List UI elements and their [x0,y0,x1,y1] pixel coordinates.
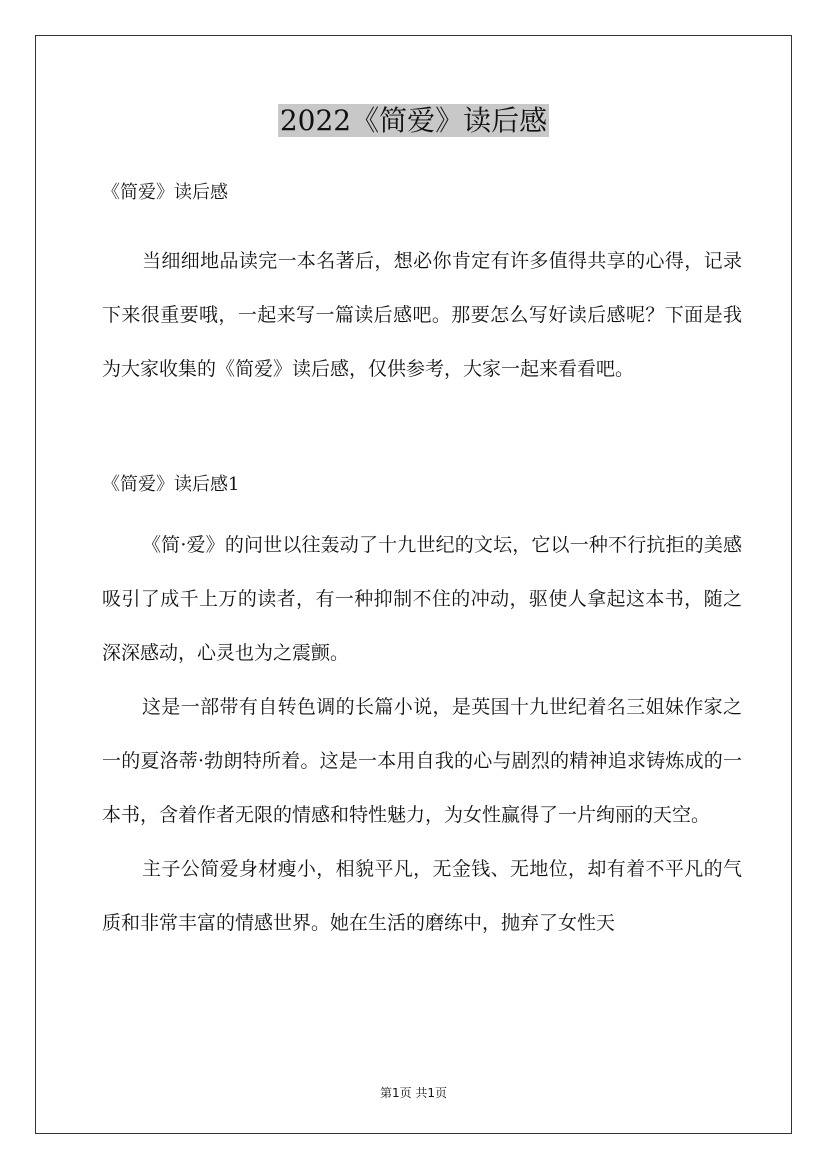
body-paragraph: 《简·爱》的问世以往轰动了十九世纪的文坛，它以一种不行抗拒的美感吸引了成千上万的读者，有一种抑制不住的冲动，驱使人拿起这本书，随之深深感动，心灵也为之震颤。 [102,534,742,664]
subtitle: 《简爱》读后感 [102,182,228,203]
document-title-container [0,102,827,140]
intro-paragraph: 当细细地品读完一本名著后，想必你肯定有许多值得共享的心得，记录下来很重要哦，一起来写一篇读后感吧。那要怎么写好读后感呢？下面是我为大家收集的《简爱》读后感，仅供参考，大家一起来看看吧。 [102,250,742,380]
body-paragraph: 主子公简爱身材瘦小，相貌平凡，无金钱、无地位，却有着不平凡的气质和非常丰富的情感世界。她在生活的磨练中，抛弃了女性天 [102,858,742,934]
body-paragraph: 这是一部带有自转色调的长篇小说，是英国十九世纪着名三姐妹作家之一的夏洛蒂·勃朗特所着。这是一本用自我的心与剧烈的精神追求铸炼成的一本书，含着作者无限的情感和特性魅力，为女性赢得了一片绚丽的天空。 [102,696,742,826]
document-body [102,178,742,950]
spacer [102,396,742,470]
document-title: 2022《简爱》读后感 [279,104,548,137]
page-footer: 第1页 共1页 [379,1086,448,1100]
spacer [102,208,742,234]
section-heading: 《简爱》读后感1 [102,474,240,495]
spacer [102,500,742,518]
